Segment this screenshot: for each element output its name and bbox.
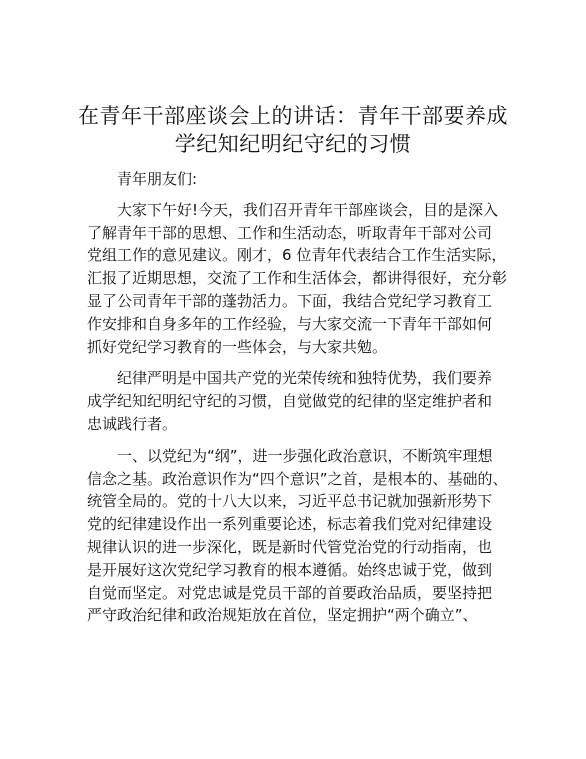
paragraph-line: 显了公司青年干部的蓬勃活力。下面，我结合党纪学习教育工 [87,291,493,310]
paragraph-1 [87,199,508,359]
paragraph-3 [87,445,508,627]
paragraph-line: 信念之基。政治意识作为“四个意识”之首，是根本的、基础的、 [87,469,508,488]
paragraph-line: 自觉而坚定。对党忠诚是党员干部的首要政治品质，要坚持把 [87,583,493,602]
paragraph-2 [87,367,505,435]
paragraph-line: 忠诚践行者。 [87,414,178,433]
paragraph-line: 成学纪知纪明纪守纪的习惯，自觉做党的纪律的坚定维护者和 [87,392,493,411]
salutation: 青年朋友们: [117,170,198,188]
paragraph-line: 统管全局的。党的十八大以来，习近平总书记就加强新形势下 [87,492,493,511]
paragraph-line: 一、以党纪为“纲”，进一步强化政治意识，不断筑牢理想 [117,446,493,465]
paragraph-line: 党的纪律建设作出一系列重要论述，标志着我们党对纪律建设 [87,515,493,534]
document-title [60,102,526,158]
paragraph-line: 作安排和自身多年的工作经验，与大家交流一下青年干部如何 [87,314,493,333]
paragraph-line: 抓好党纪学习教育的一些体会，与大家共勉。 [87,337,388,356]
paragraph-line: 是开展好这次党纪学习教育的根本遵循。始终忠诚于党，做到 [87,560,493,579]
title-line-1: 在青年干部座谈会上的讲话：青年干部要养成 [78,104,508,128]
paragraph-line: 规律认识的进一步深化，既是新时代管党治党的行动指南，也 [87,537,493,556]
paragraph-line: 汇报了近期思想，交流了工作和生活体会，都讲得很好，充分彰 [87,269,508,288]
paragraph-line: 党组工作的意见建议。刚才，6 位青年代表结合工作生活实际， [87,246,507,265]
paragraph-line: 纪律严明是中国共产党的光荣传统和独特优势，我们要养 [117,369,493,388]
document-body [87,168,508,627]
paragraph-line: 了解青年干部的思想、工作和生活动态，听取青年干部对公司 [87,223,493,242]
paragraph-line: 严守政治纪律和政治规矩放在首位，坚定拥护“两个确立”、 [87,606,478,625]
title-line-2: 学纪知纪明纪守纪的习惯 [174,132,412,156]
paragraph-line: 大家下午好!今天，我们召开青年干部座谈会，目的是深入 [117,200,499,219]
